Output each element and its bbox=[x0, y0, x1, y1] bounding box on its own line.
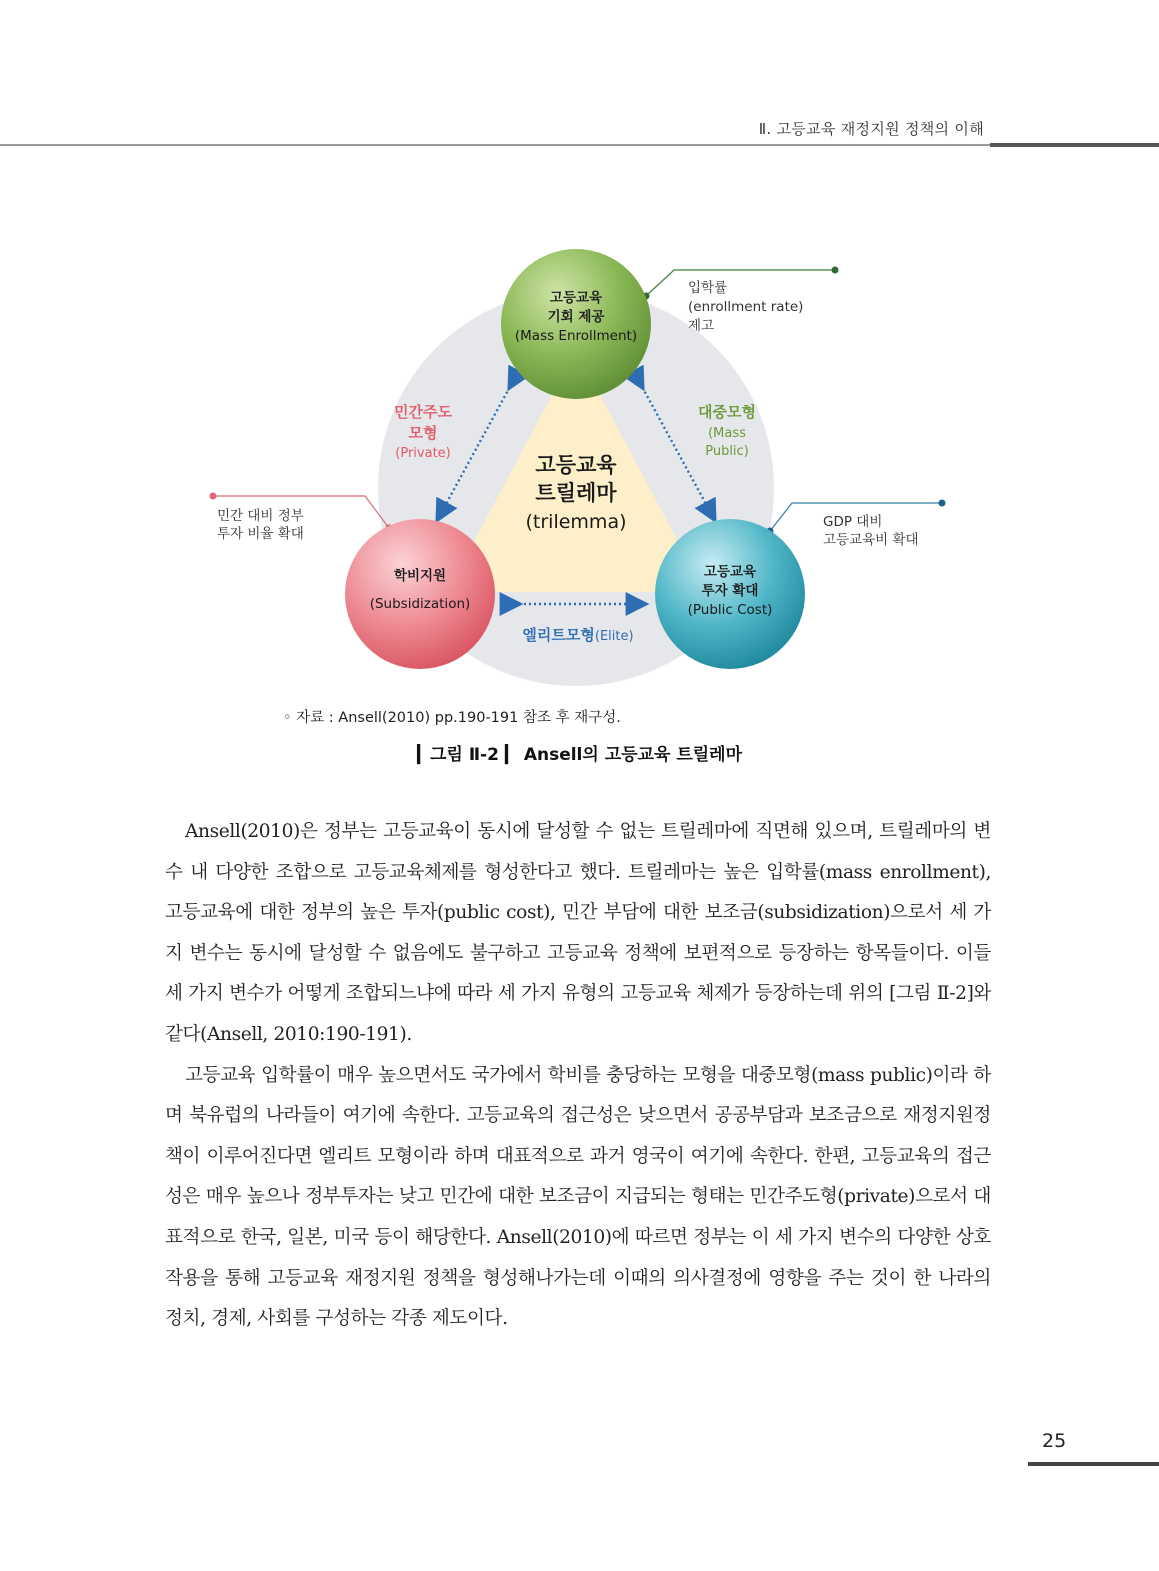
running-header: Ⅱ. 고등교육 재정지원 정책의 이해 bbox=[758, 120, 984, 138]
callout-right-line2: 고등교육비 확대 bbox=[823, 532, 919, 548]
source-note: ◦ 자료 : Ansell(2010) pp.190-191 참조 후 재구성. bbox=[283, 710, 621, 726]
left-node-line1: 학비지원 bbox=[393, 568, 447, 584]
mass-model-line3: Public) bbox=[705, 444, 749, 459]
elite-model-name: 엘리트모형 bbox=[522, 626, 595, 644]
callout-left-line2: 투자 비율 확대 bbox=[217, 526, 304, 542]
page-number: 25 bbox=[1042, 1430, 1067, 1452]
figure-title: ▎그림 Ⅱ-2 ▎ Ansell의 고등교육 트릴레마 bbox=[416, 745, 743, 765]
top-node-line2: 기회 제공 bbox=[547, 309, 605, 325]
paragraph-1: Ansell(2010)은 정부는 고등교육이 동시에 달성할 수 없는 트릴레마에 직면해 있으며, 트릴레마의 변수 내 다양한 조합으로 고등교육체제를 형성한다고 했다. 트릴레마는 높은 입학률(mass enrollment), 고등교육에 대한 정부의 높은 투자(public cost), 민간 부담에 대한 보조금(subsidization)으로서 세 가지 변수는 동시에 달성할 수 없음에도 불구하고 고등교육 정책에 보편적으로 등장하는 항목들이다. 이들 세 가지 변수가 어떻게 조합되느냐에 따라 세 가지 유형의 고등교육 체제가 등장하는데 위의 [그림 Ⅱ-2]와 같다(Ansell, 2010:190-191). bbox=[165, 821, 991, 1045]
footer-rule bbox=[1028, 1462, 1159, 1466]
mass-model-line1: 대중모형 bbox=[698, 403, 756, 421]
body-text bbox=[165, 812, 991, 1340]
right-node-line1: 고등교육 bbox=[703, 564, 757, 580]
top-node-line1: 고등교육 bbox=[549, 290, 603, 306]
paragraph-2: 고등교육 입학률이 매우 높으면서도 국가에서 학비를 충당하는 모형을 대중모형(mass public)이라 하며 북유럽의 나라들이 여기에 속한다. 고등교육의 접근성은 낮으면서 공공부담과 보조금으로 재정지원정책이 이루어진다면 엘리트 모형이라 하며 대표적으로 과거 영국이 여기에 속한다. 한편, 고등교육의 접근성은 매우 높으나 정부투자는 낮고 민간에 대한 보조금이 지급되는 형태는 민간주도형(private)으로서 대표적으로 한국, 일본, 미국 등이 해당한다. Ansell(2010)에 따르면 정부는 이 세 가지 변수의 다양한 상호작용을 통해 고등교육 재정지원 정책을 형성해나가는데 이때의 의사결정에 영향을 주는 것이 한 나라의 정치, 경제, 사회를 구성하는 각종 제도이다. bbox=[165, 1064, 991, 1330]
center-line3: (trilemma) bbox=[525, 511, 627, 533]
private-model-line1: 민간주도 bbox=[394, 403, 452, 421]
mass-model-line2: (Mass bbox=[708, 426, 746, 441]
callout-right-line1: GDP 대비 bbox=[823, 514, 883, 530]
subsidization-node bbox=[345, 519, 495, 669]
callout-top-line1: 입학률 bbox=[688, 280, 728, 296]
private-model-line3: (Private) bbox=[395, 446, 451, 461]
callout-right-dot-end bbox=[939, 500, 946, 507]
center-line1: 고등교육 bbox=[535, 453, 617, 477]
trilemma-diagram bbox=[0, 0, 1159, 700]
callout-top-line3: 제고 bbox=[688, 318, 715, 334]
private-model-line2: 모형 bbox=[408, 424, 438, 442]
right-node-line2: 투자 확대 bbox=[701, 583, 759, 599]
elite-model-en: (Elite) bbox=[594, 629, 634, 644]
callout-top-line bbox=[646, 270, 835, 296]
elite-model-label bbox=[522, 626, 633, 644]
center-line2: 트릴레마 bbox=[535, 481, 617, 505]
callout-top-line2: (enrollment rate) bbox=[688, 299, 804, 315]
callout-left-dot-end bbox=[210, 493, 217, 500]
left-node-line2: (Subsidization) bbox=[369, 596, 471, 612]
top-node-line3: (Mass Enrollment) bbox=[514, 328, 638, 344]
callout-top-dot-end bbox=[832, 267, 839, 274]
callout-left-line1: 민간 대비 정부 bbox=[217, 508, 304, 524]
right-node-line3: (Public Cost) bbox=[687, 602, 773, 618]
